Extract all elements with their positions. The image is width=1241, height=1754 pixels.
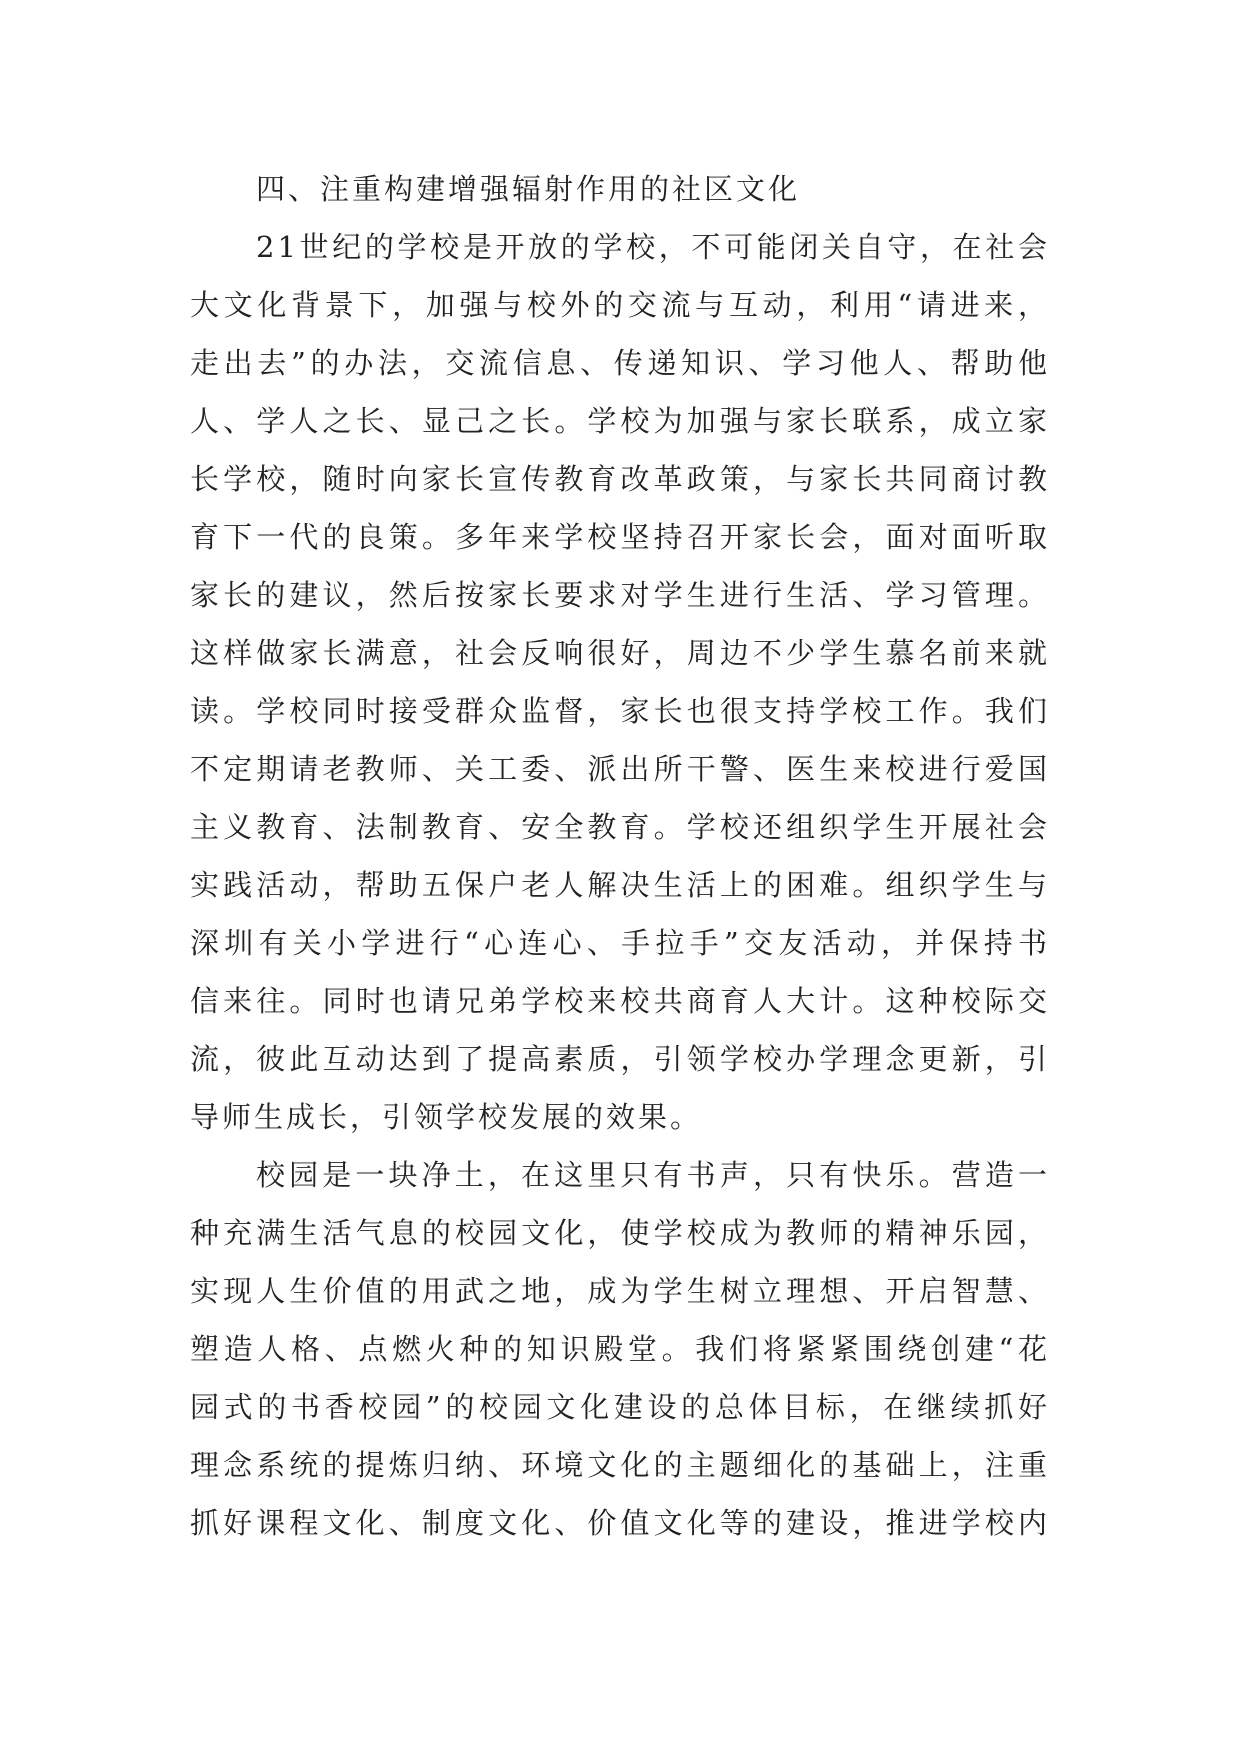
paragraph-line: 实践活动，帮助五保户老人解决生活上的困难。组织学生与 xyxy=(190,868,1050,902)
paragraph-line: 读。学校同时接受群众监督，家长也很支持学校工作。我们 xyxy=(190,694,1050,728)
paragraph-line: 塑造人格、点燃火种的知识殿堂。我们将紧紧围绕创建“花 xyxy=(190,1332,1050,1366)
paragraph-line: 这样做家长满意，社会反响很好，周边不少学生慕名前来就 xyxy=(190,636,1050,670)
paragraph-line: 深圳有关小学进行“心连心、手拉手”交友活动，并保持书 xyxy=(190,926,1050,960)
paragraph-line: 走出去”的办法，交流信息、传递知识、学习他人、帮助他 xyxy=(190,346,1050,380)
paragraph-line: 种充满生活气息的校园文化，使学校成为教师的精神乐园， xyxy=(190,1216,1050,1250)
paragraph-line: 导师生成长，引领学校发展的效果。 xyxy=(190,1100,703,1134)
paragraph-line: 长学校，随时向家长宣传教育改革政策，与家长共同商讨教 xyxy=(190,462,1050,496)
document-body xyxy=(190,160,1050,1552)
paragraph-line: 育下一代的良策。多年来学校坚持召开家长会，面对面听取 xyxy=(190,520,1050,554)
paragraph-line: 实现人生价值的用武之地，成为学生树立理想、开启智慧、 xyxy=(190,1274,1050,1308)
paragraph-line: 园式的书香校园”的校园文化建设的总体目标，在继续抓好 xyxy=(190,1390,1050,1424)
paragraph-line: 大文化背景下，加强与校外的交流与互动，利用“请进来， xyxy=(190,288,1050,322)
section-heading: 四、注重构建增强辐射作用的社区文化 xyxy=(256,172,801,206)
paragraph-line: 人、学人之长、显己之长。学校为加强与家长联系，成立家 xyxy=(190,404,1050,438)
paragraph-line: 流，彼此互动达到了提高素质，引领学校办学理念更新，引 xyxy=(190,1042,1050,1076)
paragraph-line: 信来往。同时也请兄弟学校来校共商育人大计。这种校际交 xyxy=(190,984,1050,1018)
paragraph-line: 校园是一块净土，在这里只有书声，只有快乐。营造一 xyxy=(256,1158,1050,1192)
paragraph-line: 家长的建议，然后按家长要求对学生进行生活、学习管理。 xyxy=(190,578,1050,612)
paragraph-line: 抓好课程文化、制度文化、价值文化等的建设，推进学校内 xyxy=(190,1506,1050,1540)
paragraph-line: 理念系统的提炼归纳、环境文化的主题细化的基础上，注重 xyxy=(190,1448,1050,1482)
paragraph-line: 主义教育、法制教育、安全教育。学校还组织学生开展社会 xyxy=(190,810,1050,844)
paragraph-line: 21世纪的学校是开放的学校，不可能闭关自守，在社会 xyxy=(256,230,1050,264)
paragraph-line: 不定期请老教师、关工委、派出所干警、医生来校进行爱国 xyxy=(190,752,1050,786)
